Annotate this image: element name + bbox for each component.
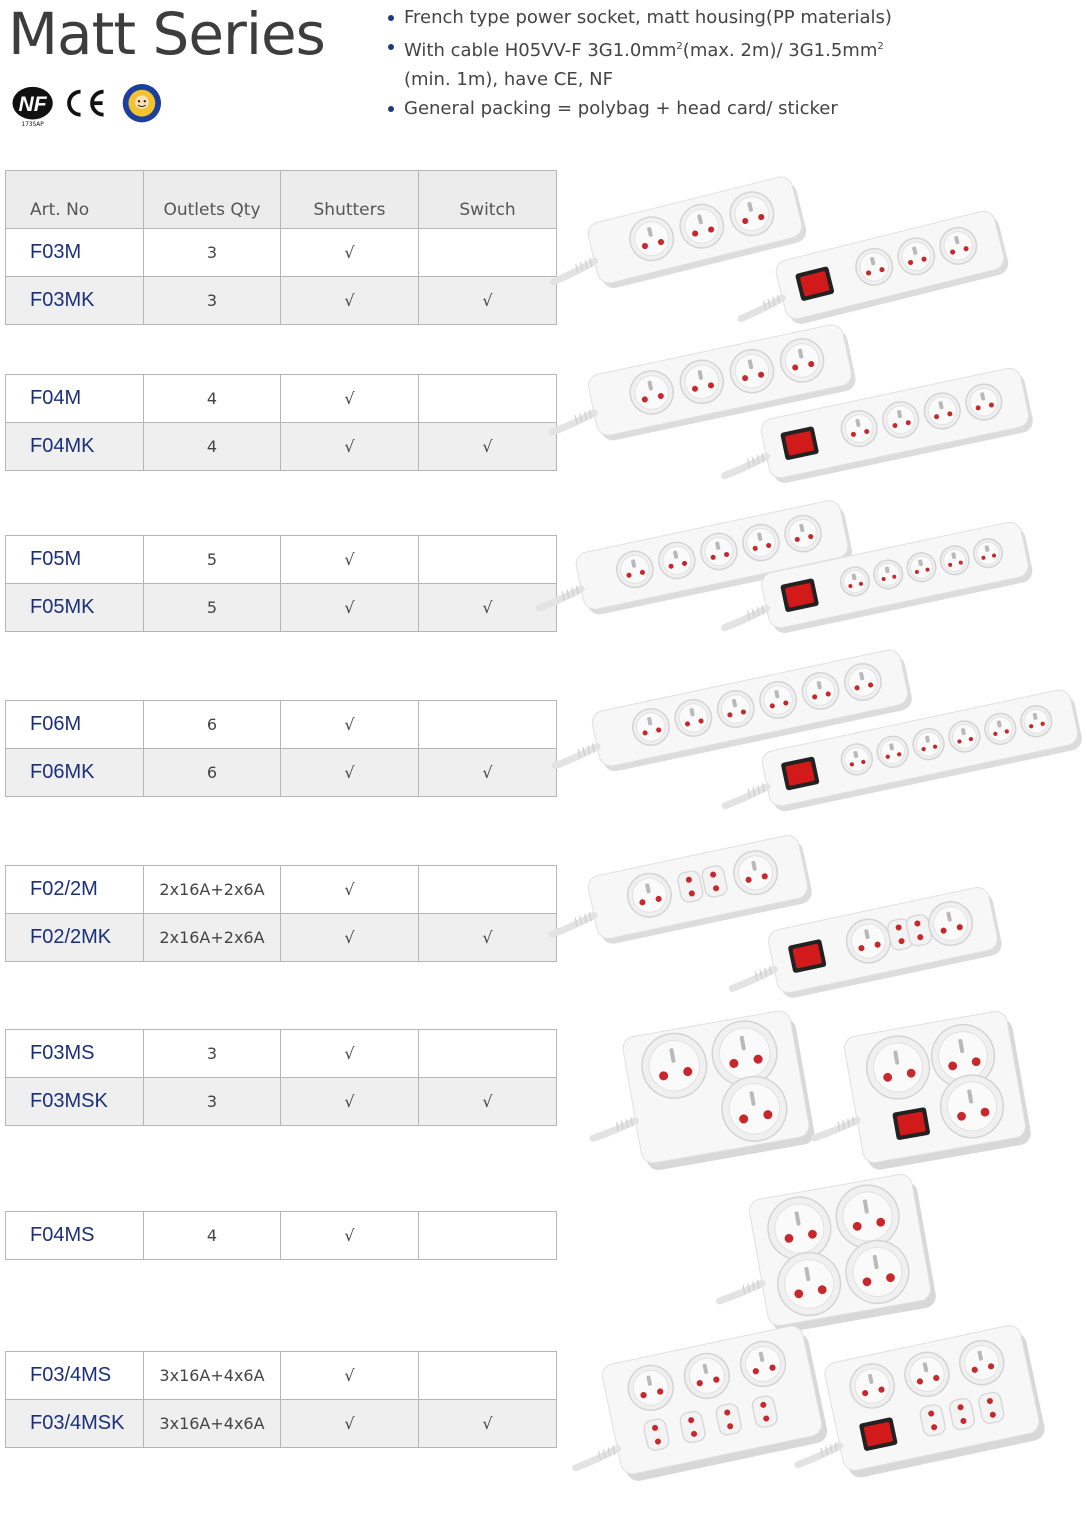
art-no: F02/2M xyxy=(6,866,144,914)
shutters-check: √ xyxy=(281,536,419,584)
column-header-shutters: Shutters xyxy=(281,171,419,229)
outlets-qty: 3x16A+4x6A xyxy=(144,1352,281,1400)
switch-check: √ xyxy=(419,1400,557,1448)
page-title: Matt Series xyxy=(8,0,325,68)
product-f03msk xyxy=(798,1009,1032,1180)
shutters-check: √ xyxy=(281,229,419,277)
shutters-check: √ xyxy=(281,375,419,423)
art-no: F05M xyxy=(6,536,144,584)
art-no: F03MS xyxy=(6,1030,144,1078)
outlets-qty: 5 xyxy=(144,536,281,584)
product-f04ms xyxy=(703,1172,937,1343)
art-no: F04M xyxy=(6,375,144,423)
product-f03-4ms xyxy=(556,1323,829,1493)
shutters-check: √ xyxy=(281,277,419,325)
art-no: F04MS xyxy=(6,1212,144,1260)
art-no: F03/4MSK xyxy=(6,1400,144,1448)
art-no: F06MK xyxy=(6,749,144,797)
outlets-qty: 2x16A+2x6A xyxy=(144,866,281,914)
svg-text:NF: NF xyxy=(18,92,47,116)
outlets-qty: 4 xyxy=(144,423,281,471)
nf-code: 173SAP xyxy=(21,122,44,129)
switch-check: √ xyxy=(419,749,557,797)
outlets-qty: 3 xyxy=(144,277,281,325)
switch-check: √ xyxy=(419,1078,557,1126)
feature-item: With cable H05VV-F $3G1.0mm^2(\max$. 2m)/ $3G1.5mm^2$ (min. 1m), have CE, NF xyxy=(386,32,892,94)
outlets-qty: 5 xyxy=(144,584,281,632)
shutters-check: √ xyxy=(281,914,419,962)
outlets-qty: 4 xyxy=(144,1212,281,1260)
shutters-check: √ xyxy=(281,1078,419,1126)
outlets-qty: 6 xyxy=(144,701,281,749)
column-header-outlets-qty: Outlets Qty xyxy=(144,171,281,229)
outlets-qty: 3x16A+4x6A xyxy=(144,1400,281,1448)
switch-check: √ xyxy=(419,914,557,962)
art-no: F04MK xyxy=(6,423,144,471)
art-no: F05MK xyxy=(6,584,144,632)
switch-check: √ xyxy=(419,584,557,632)
feature-item: French type power socket, matt housing(PP materials) xyxy=(386,3,892,32)
column-header-switch: Switch xyxy=(419,171,557,229)
column-header-art-no: Art. No xyxy=(6,171,144,229)
outlets-qty: 3 xyxy=(144,229,281,277)
outlets-qty: 3 xyxy=(144,1078,281,1126)
shutters-check: √ xyxy=(281,1030,419,1078)
shutters-check: √ xyxy=(281,584,419,632)
shutters-check: √ xyxy=(281,866,419,914)
art-no: F03M xyxy=(6,229,144,277)
shutters-check: √ xyxy=(281,423,419,471)
art-no: F03/4MS xyxy=(6,1352,144,1400)
outlets-qty: 2x16A+2x6A xyxy=(144,914,281,962)
shutters-check: √ xyxy=(281,1212,419,1260)
art-no: F06M xyxy=(6,701,144,749)
product-f03ms xyxy=(577,1009,816,1181)
art-no: F02/2MK xyxy=(6,914,144,962)
feature-item: General packing = polybag + head card/ sticker xyxy=(386,94,892,123)
art-no: F03MSK xyxy=(6,1078,144,1126)
product-f03m xyxy=(542,174,809,302)
outlets-qty: 3 xyxy=(144,1030,281,1078)
shutters-check: √ xyxy=(281,1400,419,1448)
shutters-check: √ xyxy=(281,701,419,749)
shutters-check: √ xyxy=(281,1352,419,1400)
switch-check: √ xyxy=(419,277,557,325)
shutters-check: √ xyxy=(281,749,419,797)
outlets-qty: 4 xyxy=(144,375,281,423)
switch-check: √ xyxy=(419,423,557,471)
art-no: F03MK xyxy=(6,277,144,325)
outlets-qty: 6 xyxy=(144,749,281,797)
